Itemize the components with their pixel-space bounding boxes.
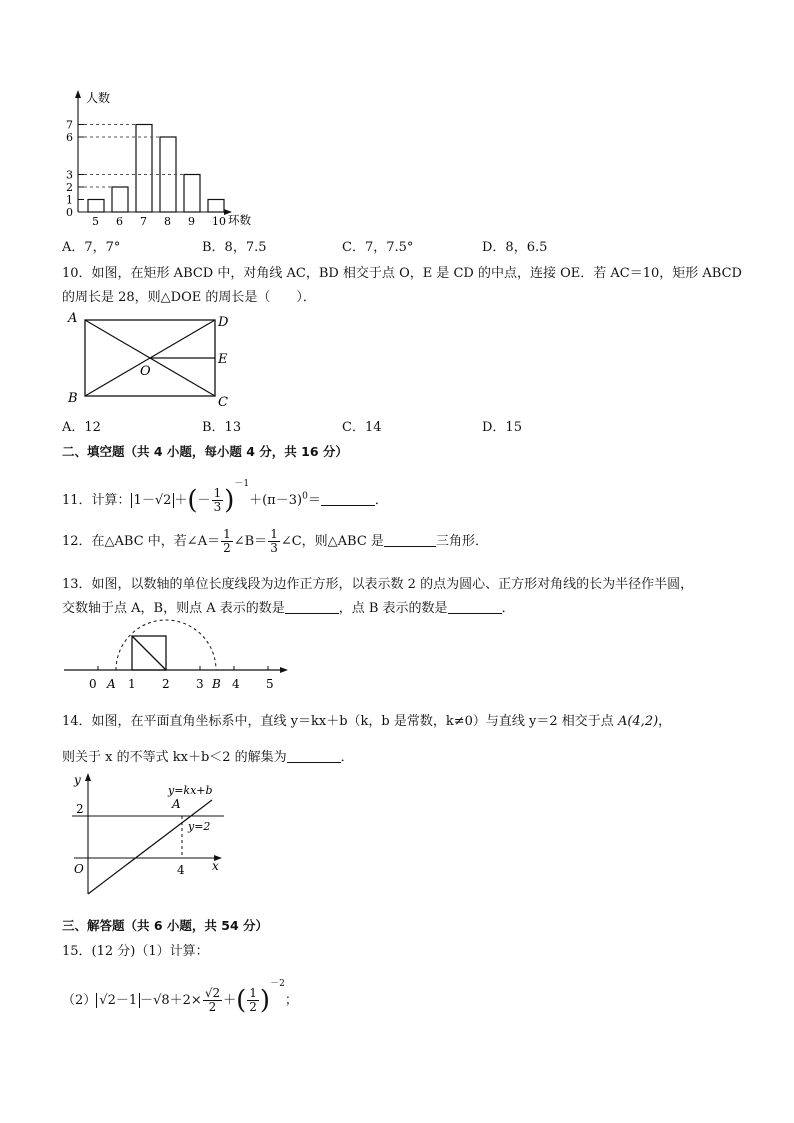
q11-equals: ＝ xyxy=(307,493,321,508)
q15-frac1-den: 2 xyxy=(208,1000,217,1014)
label-c: C xyxy=(218,395,228,408)
nl-label-b: B xyxy=(212,677,221,691)
y-axis-arrow-icon xyxy=(85,773,91,781)
fig-x-label: x xyxy=(212,859,219,873)
nl-label-1: 1 xyxy=(128,677,136,691)
q11-prefix: 11．计算： xyxy=(62,493,131,508)
q9-option-d: D．8，6.5 xyxy=(482,240,548,255)
q15-frac1-num: √2 xyxy=(204,986,221,1000)
q15-abs-expr: √2－1 xyxy=(99,993,138,1008)
section3-title: 三、解答题（共 6 小题，共 54 分） xyxy=(62,918,269,933)
q11-fraction xyxy=(212,487,224,514)
q14-line1a: 14．如图，在平面直角坐标系中，直线 y＝kx＋b（k，b 是常数，k≠0）与直线 y＝2 相交于点 xyxy=(62,714,614,729)
coordinate-figure xyxy=(62,770,232,900)
q15-frac2-den: 2 xyxy=(249,1000,257,1014)
label-e: E xyxy=(218,352,228,367)
q12-prefix: 12．在△ABC 中，若∠A＝ xyxy=(62,534,221,549)
q15-exp: －2 xyxy=(270,979,285,989)
chart-x-tick-label: 6 xyxy=(116,215,123,228)
q15-line1: 15．(12 分)（1）计算： xyxy=(62,944,209,959)
square-diagonal xyxy=(132,636,166,670)
q15-p2-prefix: （2） xyxy=(62,993,97,1008)
q9-option-c: C．7，7.5° xyxy=(342,240,414,255)
nl-label-5: 5 xyxy=(266,677,274,691)
q10-text-line2: 的周长是 28，则△DOE 的周长是（ ）． xyxy=(62,290,316,305)
q12-frac2-den: 3 xyxy=(270,541,278,555)
q10-option-d: D．15 xyxy=(482,420,522,435)
number-line-figure xyxy=(62,618,302,694)
q11-exp-neg1: －1 xyxy=(234,479,250,489)
chart-x-tick-label: 5 xyxy=(92,215,99,228)
q13-line2 xyxy=(62,597,515,616)
chart-bar-7 xyxy=(136,125,152,213)
q12-frac1-num: 1 xyxy=(223,527,231,541)
axis-arrow-icon xyxy=(280,667,288,673)
q11-frac-den: 3 xyxy=(213,500,222,514)
q12 xyxy=(62,528,488,555)
chart-bar-10 xyxy=(208,200,224,213)
nl-label-0: 0 xyxy=(89,677,97,691)
fig-line1-label: y=kx+b xyxy=(168,784,213,797)
q15-part2: （2） √2－1 －√8＋2× $\frac{√2}{2}$ ＋( $\frac{1}{2}$ )$^{-2}$； xyxy=(62,979,298,1016)
q12-frac1-den: 2 xyxy=(223,541,231,555)
fig-a-label: A xyxy=(172,797,181,811)
q11-end: ． xyxy=(374,493,388,508)
chart-y-tick-label: 2 xyxy=(66,181,73,194)
q13-line2c: ． xyxy=(501,601,515,616)
q13-line1: 13．如图，以数轴的单位长度线段为边作正方形，以表示数 2 的点为圆心、正方形对角线的长为半径作半圆， xyxy=(62,577,694,592)
q15-abs xyxy=(96,993,140,1008)
chart-y-tick-label: 6 xyxy=(66,131,73,144)
q14-line2a: 则关于 x 的不等式 kx＋b＜2 的解集为 xyxy=(62,750,287,765)
chart-x-tick-label: 10 xyxy=(212,215,226,228)
q12-suffix2: 三角形． xyxy=(435,534,488,549)
fig-y-label: y xyxy=(74,773,81,787)
chart-x-tick-label: 7 xyxy=(140,215,147,228)
nl-label-2: 2 xyxy=(162,677,170,691)
q11-answer-blank[interactable] xyxy=(321,493,375,506)
chart-x-tick-label: 8 xyxy=(164,215,171,228)
q15-plus: ＋ xyxy=(223,993,237,1008)
q11-pi-expr: (π－3) xyxy=(262,493,303,508)
q14-line2 xyxy=(62,746,354,765)
q11: 11．计算： 1－√2 ＋(－ $\frac{1}{3}$ )$^{-1}+(\pi-3)^0=$ ． xyxy=(62,479,388,516)
section2-title: 二、填空题（共 4 小题，每小题 4 分，共 16 分） xyxy=(62,444,348,459)
q10-text-line1: 10．如图，在矩形 ABCD 中，对角线 AC，BD 相交于点 O，E 是 CD 的中点，连接 OE．若 AC＝10，矩形 ABCD xyxy=(62,266,742,281)
chart-bar-6 xyxy=(112,187,128,212)
chart-bar-9 xyxy=(184,175,200,213)
nl-label-a: A xyxy=(107,677,116,691)
q13-blank-b[interactable] xyxy=(448,601,502,614)
fig-two-label: 2 xyxy=(76,802,84,816)
rectangle-figure xyxy=(62,308,242,408)
q12-mid: ∠B＝ xyxy=(233,534,268,549)
q12-frac2 xyxy=(268,528,280,555)
q11-exp-zero: 0 xyxy=(302,491,308,502)
q15-end: ； xyxy=(284,993,298,1008)
chart-x-tick-label: 9 xyxy=(188,215,195,228)
q15-frac2 xyxy=(247,987,259,1014)
q12-suffix1: ∠C，则△ABC 是 xyxy=(280,534,384,549)
q14-answer-blank[interactable] xyxy=(287,750,341,763)
q13-line2b: ，点 B 表示的数是 xyxy=(338,601,448,616)
q11-frac-num: 1 xyxy=(213,486,222,500)
chart-y-tick-label: 1 xyxy=(66,193,73,207)
q14-line1b: ， xyxy=(658,714,672,729)
label-o: O xyxy=(140,364,151,379)
q12-frac1 xyxy=(221,528,233,555)
fig-line2-label: y=2 xyxy=(188,820,211,833)
q9-option-b: B．8，7.5 xyxy=(202,240,267,255)
q15-frac2-num: 1 xyxy=(249,986,257,1000)
q13-blank-a[interactable] xyxy=(285,601,339,614)
q12-answer-blank[interactable] xyxy=(384,534,436,547)
chart-y-arrow-icon xyxy=(75,90,81,98)
fig-four-label: 4 xyxy=(177,863,185,877)
q14-line2b: ． xyxy=(340,750,354,765)
q10-option-c: C．14 xyxy=(342,420,382,435)
q15-mid: －√8＋2× xyxy=(140,993,202,1008)
q15-frac1 xyxy=(203,987,222,1014)
q10-option-a: A．12 xyxy=(62,420,101,435)
nl-label-3: 3 xyxy=(196,677,204,691)
chart-ylabel: 人数 xyxy=(86,91,111,105)
fig-o-label: O xyxy=(74,862,84,876)
chart-y-tick-label: 7 xyxy=(66,118,73,132)
q14-line1 xyxy=(62,710,671,729)
q14-point: A(4,2) xyxy=(617,714,659,729)
line-y-kx-b xyxy=(88,800,212,894)
nl-label-4: 4 xyxy=(232,677,240,691)
q11-abs xyxy=(131,493,175,508)
chart-y-tick-label: 3 xyxy=(66,168,73,182)
chart-xlabel: 环数 xyxy=(228,213,251,227)
chart-bar-5 xyxy=(88,200,104,213)
bar-chart xyxy=(60,88,270,233)
label-a: A xyxy=(68,311,78,326)
label-b: B xyxy=(68,391,78,406)
chart-y-tick-label: 0 xyxy=(66,206,73,219)
q9-option-a: A．7，7° xyxy=(62,240,121,255)
q13-line2a: 交数轴于点 A，B，则点 A 表示的数是 xyxy=(62,601,285,616)
q12-frac2-num: 1 xyxy=(270,527,278,541)
label-d: D xyxy=(218,315,229,330)
q10-option-b: B．13 xyxy=(202,420,242,435)
q11-abs-expr: 1－√2 xyxy=(133,493,172,508)
